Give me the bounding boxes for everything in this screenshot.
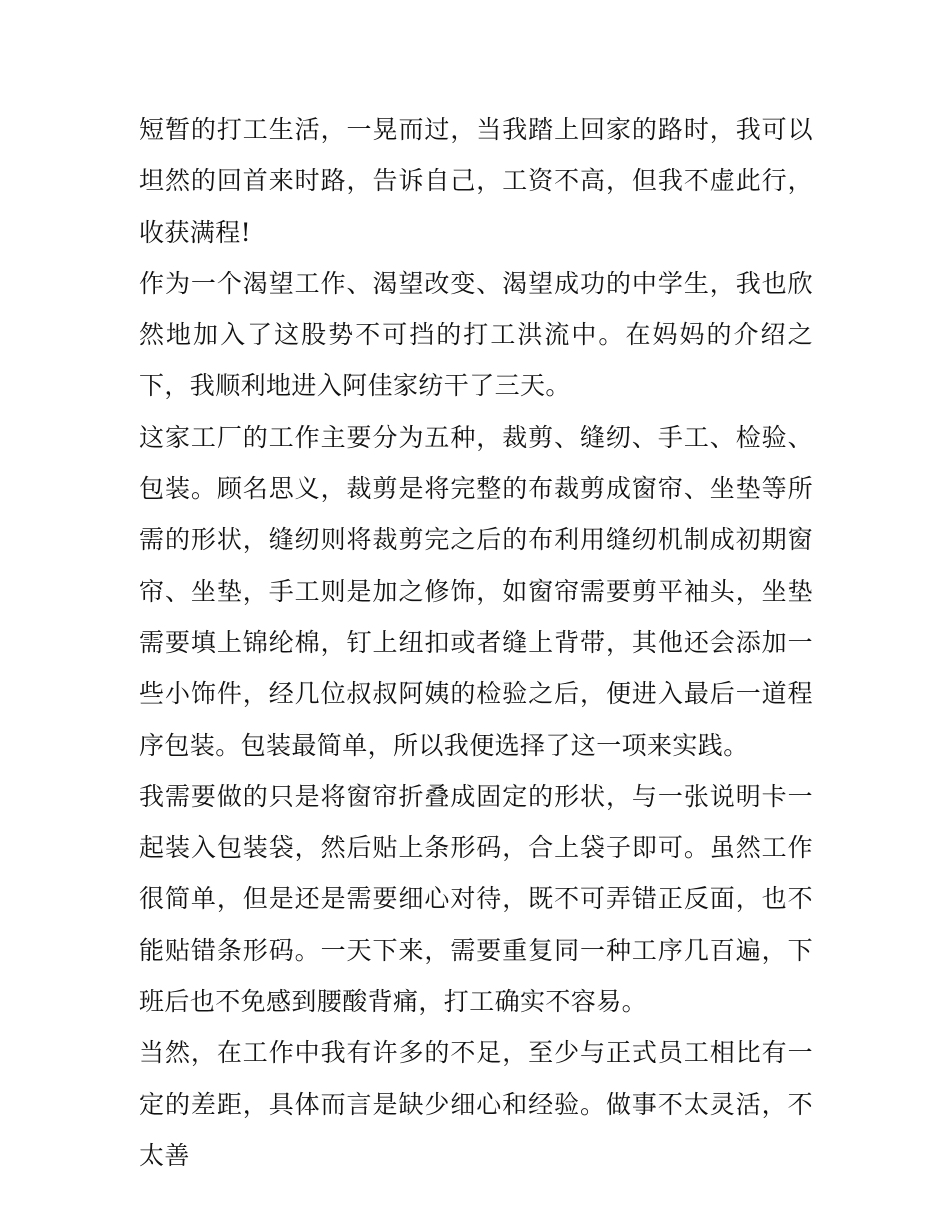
paragraph-4: 我需要做的只是将窗帘折叠成固定的形状，与一张说明卡一起装入包装袋，然后贴上条形码，合上袋子即可。虽然工作很简单，但是还是需要细心对待，既不可弄错正反面，也不能贴错条形码。一天下来，需要重复同一种工序几百遍，下班后也不免感到腰酸背痛，打工确实不容易。: [139, 781, 813, 1017]
document-body: [139, 104, 813, 1181]
paragraph-1: 短暂的打工生活，一晃而过，当我踏上回家的路时，我可以坦然的回首来时路，告诉自己，工资不高，但我不虚此行，收获满程!: [139, 115, 813, 247]
paragraph-5: 当然，在工作中我有许多的不足，至少与正式员工相比有一定的差距，具体而言是缺少细心和经验。做事不太灵活，不太善: [139, 1038, 813, 1170]
paragraph-2: 作为一个渴望工作、渴望改变、渴望成功的中学生，我也欣然地加入了这股势不可挡的打工洪流中。在妈妈的介绍之下，我顺利地进入阿佳家纺干了三天。: [139, 268, 813, 401]
paragraph-3: 这家工厂的工作主要分为五种，裁剪、缝纫、手工、检验、包装。顾名思义，裁剪是将完整的布裁剪成窗帘、坐垫等所需的形状，缝纫则将裁剪完之后的布利用缝纫机制成初期窗帘、坐垫，手工则是加之修饰，如窗帘需要剪平袖头，坐垫需要填上锦纶棉，钉上纽扣或者缝上背带，其他还会添加一些小饰件，经几位叔叔阿姨的检验之后，便进入最后一道程序包装。包装最简单，所以我便选择了这一项来实践。: [139, 422, 813, 760]
